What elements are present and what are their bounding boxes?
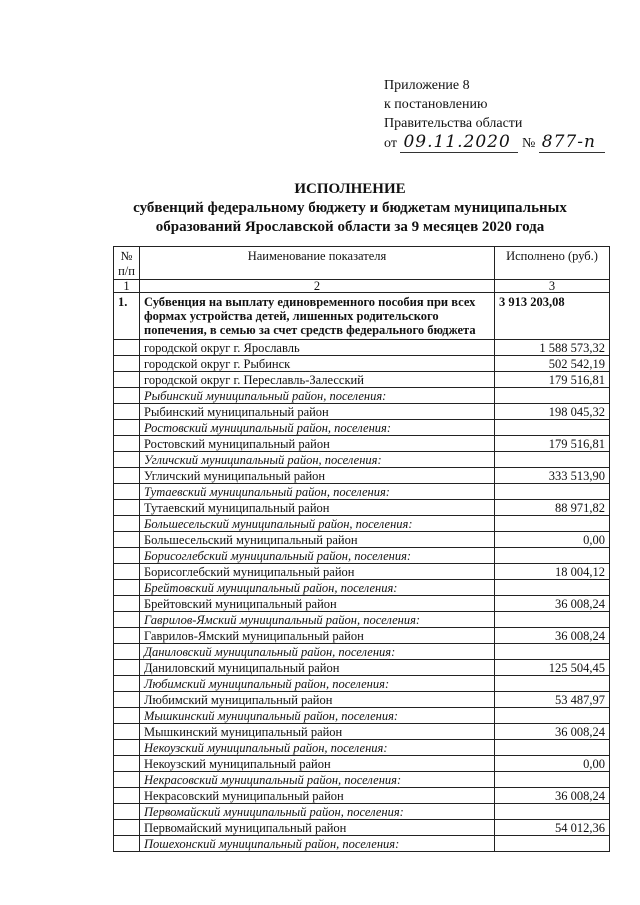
row-name: Борисоглебский муниципальный район, поселения: (140, 548, 495, 564)
row-name: Любимский муниципальный район, поселения: (140, 676, 495, 692)
index-cell-1: 1 (114, 280, 140, 293)
row-number-cell (114, 644, 140, 660)
table-row (114, 372, 610, 388)
row-value: 0,00 (495, 532, 610, 548)
appendix-block (384, 76, 605, 153)
table-row (114, 820, 610, 836)
item-number: 1. (114, 293, 140, 340)
subheader-row (114, 388, 610, 404)
header-name: Наименование показателя (140, 247, 495, 280)
row-number-cell (114, 724, 140, 740)
header-executed: Исполнено (руб.) (495, 247, 610, 280)
row-name: Любимский муниципальный район (140, 692, 495, 708)
row-value (495, 452, 610, 468)
row-number-cell (114, 420, 140, 436)
table-row (114, 756, 610, 772)
execution-table (113, 246, 610, 852)
row-number-cell (114, 452, 140, 468)
row-number-cell (114, 516, 140, 532)
row-value (495, 708, 610, 724)
row-value: 198 045,32 (495, 404, 610, 420)
item-value: 3 913 203,08 (495, 293, 610, 340)
row-value: 179 516,81 (495, 436, 610, 452)
row-name: Первомайский муниципальный район (140, 820, 495, 836)
subheader-row (114, 740, 610, 756)
row-number-cell (114, 484, 140, 500)
row-number-cell (114, 804, 140, 820)
item-row (114, 293, 610, 340)
row-value (495, 740, 610, 756)
row-number-cell (114, 676, 140, 692)
table-header-row (114, 247, 610, 280)
table-row (114, 788, 610, 804)
row-number-cell (114, 580, 140, 596)
row-value (495, 420, 610, 436)
row-number-cell (114, 628, 140, 644)
row-name: Брейтовский муниципальный район (140, 596, 495, 612)
row-value: 36 008,24 (495, 788, 610, 804)
subheader-row (114, 612, 610, 628)
row-number-cell (114, 596, 140, 612)
row-name: Большесельский муниципальный район (140, 532, 495, 548)
date-prefix: от (384, 136, 397, 151)
row-value: 179 516,81 (495, 372, 610, 388)
row-number-cell (114, 388, 140, 404)
row-number-cell (114, 756, 140, 772)
row-number-cell (114, 612, 140, 628)
header-number: № п/п (114, 247, 140, 280)
row-value (495, 772, 610, 788)
row-value (495, 644, 610, 660)
table-row (114, 692, 610, 708)
table-row (114, 660, 610, 676)
row-name: Тутаевский муниципальный район, поселения: (140, 484, 495, 500)
number-sign: № (521, 136, 536, 151)
row-name: Угличский муниципальный район (140, 468, 495, 484)
handwritten-date: 09.11.2020 (400, 133, 518, 153)
appendix-line-2: к постановлению (384, 97, 488, 112)
row-number-cell (114, 468, 140, 484)
subheader-row (114, 644, 610, 660)
table-row (114, 532, 610, 548)
row-value: 36 008,24 (495, 628, 610, 644)
title-line-2: субвенций федеральному бюджету и бюджетам муниципальных (133, 200, 567, 216)
row-name: Даниловский муниципальный район (140, 660, 495, 676)
row-number-cell (114, 708, 140, 724)
row-name: Ростовский муниципальный район (140, 436, 495, 452)
row-number-cell (114, 836, 140, 852)
row-number-cell (114, 532, 140, 548)
row-value: 0,00 (495, 756, 610, 772)
row-name: Первомайский муниципальный район, поселения: (140, 804, 495, 820)
row-number-cell (114, 436, 140, 452)
table-row (114, 500, 610, 516)
row-name: Гаврилов-Ямский муниципальный район, поселения: (140, 612, 495, 628)
subheader-row (114, 836, 610, 852)
row-number-cell (114, 788, 140, 804)
row-number-cell (114, 820, 140, 836)
row-name: Угличский муниципальный район, поселения: (140, 452, 495, 468)
row-value: 333 513,90 (495, 468, 610, 484)
row-value: 36 008,24 (495, 724, 610, 740)
table-index-row (114, 280, 610, 293)
row-value: 54 012,36 (495, 820, 610, 836)
row-value: 88 971,82 (495, 500, 610, 516)
row-name: Борисоглебский муниципальный район (140, 564, 495, 580)
table-row (114, 724, 610, 740)
row-name: Мышкинский муниципальный район, поселения: (140, 708, 495, 724)
row-value: 53 487,97 (495, 692, 610, 708)
appendix-line-3: Правительства области (384, 116, 523, 131)
row-name: Некоузский муниципальный район, поселения: (140, 740, 495, 756)
subheader-row (114, 772, 610, 788)
row-value: 502 542,19 (495, 356, 610, 372)
appendix-date-line (384, 133, 605, 153)
table-row (114, 404, 610, 420)
row-value (495, 388, 610, 404)
row-number-cell (114, 740, 140, 756)
row-number-cell (114, 548, 140, 564)
subheader-row (114, 548, 610, 564)
row-number-cell (114, 500, 140, 516)
row-value (495, 548, 610, 564)
subheader-row (114, 452, 610, 468)
handwritten-number: 877-п (539, 133, 605, 153)
row-value (495, 676, 610, 692)
row-name: Мышкинский муниципальный район (140, 724, 495, 740)
row-name: Большесельский муниципальный район, поселения: (140, 516, 495, 532)
row-name: Пошехонский муниципальный район, поселения: (140, 836, 495, 852)
table-row (114, 356, 610, 372)
row-number-cell (114, 660, 140, 676)
subheader-row (114, 484, 610, 500)
item-name: Субвенция на выплату единовременного пособия при всех формах устройства детей, лишенных родительского попечения, в семью за счет средств федерального бюджета (140, 293, 495, 340)
title-line-1: ИСПОЛНЕНИЕ (294, 181, 406, 197)
row-value: 36 008,24 (495, 596, 610, 612)
subheader-row (114, 580, 610, 596)
row-value (495, 484, 610, 500)
row-name: Некоузский муниципальный район (140, 756, 495, 772)
row-value (495, 580, 610, 596)
appendix-line-1: Приложение 8 (384, 78, 470, 93)
row-name: Тутаевский муниципальный район (140, 500, 495, 516)
subheader-row (114, 708, 610, 724)
table-row (114, 628, 610, 644)
row-number-cell (114, 340, 140, 356)
row-name: Рыбинский муниципальный район (140, 404, 495, 420)
row-name: Брейтовский муниципальный район, поселения: (140, 580, 495, 596)
row-name: Некрасовский муниципальный район, поселения: (140, 772, 495, 788)
row-value (495, 516, 610, 532)
row-name: городской округ г. Рыбинск (140, 356, 495, 372)
row-name: городской округ г. Переславль-Залесский (140, 372, 495, 388)
row-value (495, 612, 610, 628)
row-number-cell (114, 356, 140, 372)
row-number-cell (114, 372, 140, 388)
row-name: Некрасовский муниципальный район (140, 788, 495, 804)
row-name: Гаврилов-Ямский муниципальный район (140, 628, 495, 644)
row-number-cell (114, 404, 140, 420)
row-name: городской округ г. Ярославль (140, 340, 495, 356)
row-name: Рыбинский муниципальный район, поселения: (140, 388, 495, 404)
row-value: 18 004,12 (495, 564, 610, 580)
subheader-row (114, 516, 610, 532)
row-value (495, 804, 610, 820)
subheader-row (114, 676, 610, 692)
subheader-row (114, 420, 610, 436)
table-row (114, 564, 610, 580)
subheader-row (114, 804, 610, 820)
row-name: Даниловский муниципальный район, поселения: (140, 644, 495, 660)
table-row (114, 340, 610, 356)
table-row (114, 436, 610, 452)
row-number-cell (114, 692, 140, 708)
row-number-cell (114, 772, 140, 788)
row-value: 125 504,45 (495, 660, 610, 676)
document-title (120, 180, 580, 237)
row-number-cell (114, 564, 140, 580)
title-line-3: образований Ярославской области за 9 месяцев 2020 года (155, 219, 545, 235)
table-row (114, 596, 610, 612)
row-value: 1 588 573,32 (495, 340, 610, 356)
row-name: Ростовский муниципальный район, поселения: (140, 420, 495, 436)
index-cell-3: 3 (495, 280, 610, 293)
table-row (114, 468, 610, 484)
index-cell-2: 2 (140, 280, 495, 293)
row-value (495, 836, 610, 852)
